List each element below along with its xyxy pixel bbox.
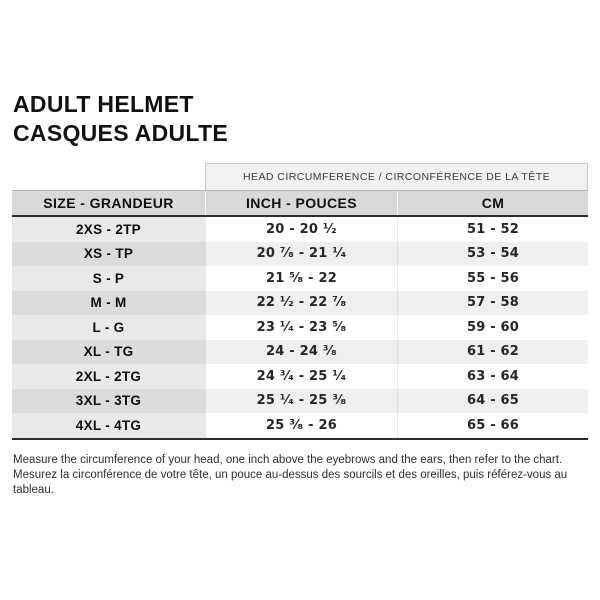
- table-row: [12, 291, 588, 316]
- inch-cell: 24 ³⁄₄ - 25 ¹⁄₄: [205, 364, 397, 389]
- cm-cell: 55 - 56: [397, 266, 588, 291]
- inch-cell: 21 ⁵⁄₈ - 22: [205, 266, 397, 291]
- size-cell: L - G: [12, 315, 205, 340]
- inch-cell: 20 ⁷⁄₈ - 21 ¹⁄₄: [205, 242, 397, 267]
- column-header-cm: CM: [397, 191, 588, 215]
- size-cell: M - M: [12, 291, 205, 316]
- size-cell: 2XL - 2TG: [12, 364, 205, 389]
- cm-cell: 65 - 66: [397, 413, 588, 438]
- page-title-fr: CASQUES ADULTE: [13, 120, 229, 146]
- cm-cell: 53 - 54: [397, 242, 588, 267]
- table-row: [12, 217, 588, 242]
- table-row: [12, 315, 588, 340]
- cm-cell: 57 - 58: [397, 291, 588, 316]
- instruction-fr: Mesurez la circonférence de votre tête, un pouce au-dessus des sourcils et des oreilles, puis référez-vous au tableau.: [13, 469, 568, 496]
- size-table: [12, 163, 588, 440]
- page-title: [13, 90, 228, 148]
- table-row: [12, 364, 588, 389]
- cm-cell: 51 - 52: [397, 217, 588, 242]
- table-row: [12, 242, 588, 267]
- size-cell: 2XS - 2TP: [12, 217, 205, 242]
- table-row: [12, 389, 588, 414]
- column-header-size: SIZE - GRANDEUR: [43, 195, 174, 211]
- inch-cell: 25 ¹⁄₄ - 25 ³⁄₈: [205, 389, 397, 414]
- table-row: [12, 266, 588, 291]
- table-row: [12, 340, 588, 365]
- size-cell: XS - TP: [12, 242, 205, 267]
- table-row: [12, 413, 588, 438]
- cm-cell: 63 - 64: [397, 364, 588, 389]
- cm-cell: 59 - 60: [397, 315, 588, 340]
- cm-cell: 64 - 65: [397, 389, 588, 414]
- page-title-en: ADULT HELMET: [13, 91, 194, 117]
- inch-cell: 20 - 20 ¹⁄₂: [205, 217, 397, 242]
- cm-cell: 61 - 62: [397, 340, 588, 365]
- size-cell: 4XL - 4TG: [12, 413, 205, 438]
- measurement-instructions: [13, 453, 591, 498]
- inch-cell: 25 ³⁄₈ - 26: [205, 413, 397, 438]
- instruction-en: Measure the circumference of your head, one inch above the eyebrows and the ears, then refer to the chart.: [13, 454, 563, 466]
- inch-cell: 23 ¹⁄₄ - 23 ⁵⁄₈: [205, 315, 397, 340]
- table-span-header: HEAD CIRCUMFERENCE / CIRCONFÉRENCE DE LA TÊTE: [205, 163, 588, 190]
- table-header-row: [12, 190, 588, 217]
- inch-cell: 22 ¹⁄₂ - 22 ⁷⁄₈: [205, 291, 397, 316]
- inch-cell: 24 - 24 ³⁄₈: [205, 340, 397, 365]
- table-body: [12, 217, 588, 440]
- size-cell: 3XL - 3TG: [12, 389, 205, 414]
- column-header-inch: INCH - POUCES: [205, 191, 397, 215]
- size-cell: S - P: [12, 266, 205, 291]
- size-cell: XL - TG: [12, 340, 205, 365]
